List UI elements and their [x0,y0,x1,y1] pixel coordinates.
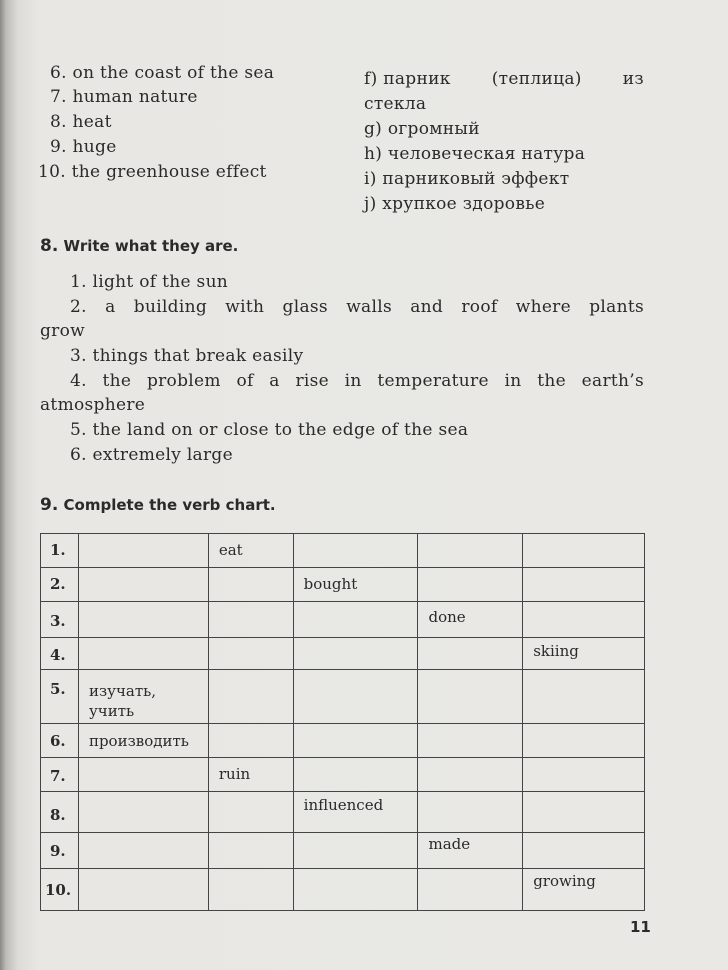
table-cell: made [418,833,523,869]
translation-f-line1 [364,69,644,89]
table-cell [418,638,523,670]
table-cell [523,568,645,602]
table-cell: производить [78,724,208,758]
translation-word: (теплица) [491,69,582,89]
item-text: human nature [72,87,198,107]
row-number: 10. [41,869,79,911]
table-cell [208,602,293,638]
table-row [41,568,645,602]
item-number: 7. [50,87,67,107]
row-number: 2. [41,568,79,602]
translation-h: h) человеческая натура [364,144,586,164]
table-cell [78,638,208,670]
table-cell [523,602,645,638]
table-cell [523,670,645,724]
table-cell [418,670,523,724]
table-cell [208,568,293,602]
table-cell: ruin [208,758,293,792]
exercise-title: Complete the verb chart. [63,496,276,514]
table-cell [418,792,523,833]
ex8-item-5: 5. the land on or close to the edge of the sea [70,420,469,440]
table-cell [208,833,293,869]
cell-line: изучать, [88,682,157,700]
table-row [41,758,645,792]
translation-i: i) парниковый эффект [364,169,570,189]
ex8-item-3: 3. things that break easily [70,346,304,366]
item-number: 10. [38,162,66,182]
table-cell: skiing [523,638,645,670]
row-number: 6. [41,724,79,758]
table-cell [293,534,418,568]
table-cell [78,869,208,911]
row-number: 1. [41,534,79,568]
ex8-item-2: 2. a building with glass walls and roof where plants [70,297,644,317]
table-cell [418,568,523,602]
table-cell [78,833,208,869]
list-item [50,63,274,83]
row-number: 4. [41,638,79,670]
table-cell: eat [208,534,293,568]
row-number: 8. [41,792,79,833]
table-cell [78,758,208,792]
item-text: huge [72,137,117,157]
item-text: on the coast of the sea [72,63,275,83]
table-cell [78,534,208,568]
table-row [41,833,645,869]
table-cell [293,670,418,724]
list-item [38,162,267,182]
table-cell [78,568,208,602]
exercise-8-heading [40,236,238,256]
table-row [41,602,645,638]
table-cell [293,638,418,670]
table-cell [293,602,418,638]
table-cell [208,724,293,758]
table-row [41,670,645,724]
ex8-item-1: 1. light of the sun [70,272,229,292]
row-number: 7. [41,758,79,792]
table-cell [78,792,208,833]
table-cell [418,534,523,568]
table-row [41,869,645,911]
row-number: 5. [41,670,79,724]
item-text: the greenhouse effect [71,162,267,182]
table-cell: influenced [293,792,418,833]
ex8-item-4-cont: atmosphere [40,395,146,415]
table-cell [523,833,645,869]
table-cell [293,724,418,758]
table-row [41,724,645,758]
table-cell [293,758,418,792]
table-cell [523,792,645,833]
table-cell: bought [293,568,418,602]
table-row [41,638,645,670]
exercise-title: Write what they are. [63,237,239,255]
table-cell [418,758,523,792]
table-cell [523,758,645,792]
table-cell [523,724,645,758]
item-number: 9. [50,137,67,157]
table-cell [418,869,523,911]
translation-g: g) огромный [364,119,480,139]
table-cell: done [418,602,523,638]
list-item [50,137,117,157]
translation-word: f) парник [364,69,451,89]
translation-j: j) хрупкое здоровье [364,194,546,214]
ex8-item-4: 4. the problem of a rise in temperature in the earth’s [70,371,644,391]
table-cell: growing [523,869,645,911]
table-cell [78,602,208,638]
item-number: 8. [50,112,67,132]
table-cell [293,869,418,911]
verb-chart-table [40,533,645,911]
table-cell [208,670,293,724]
table-cell [293,833,418,869]
ex8-item-6: 6. extremely large [70,445,233,465]
table-cell [208,869,293,911]
table-row [41,792,645,833]
cell-line: учить [88,702,135,720]
list-item [50,112,112,132]
table-cell [78,670,208,724]
page-number: 11 [630,918,651,936]
translation-f-line2: стекла [364,94,427,114]
exercise-9-heading [40,495,276,515]
table-cell [523,534,645,568]
table-row [41,534,645,568]
item-number: 6. [50,63,67,83]
row-number: 9. [41,833,79,869]
exercise-number: 9. [40,495,59,515]
item-text: heat [72,112,112,132]
row-number: 3. [41,602,79,638]
table-cell [208,792,293,833]
list-item [50,87,198,107]
exercise-number: 8. [40,236,59,256]
table-cell [208,638,293,670]
table-cell [418,724,523,758]
translation-word: из [622,69,644,89]
ex8-item-2-cont: grow [40,321,85,341]
